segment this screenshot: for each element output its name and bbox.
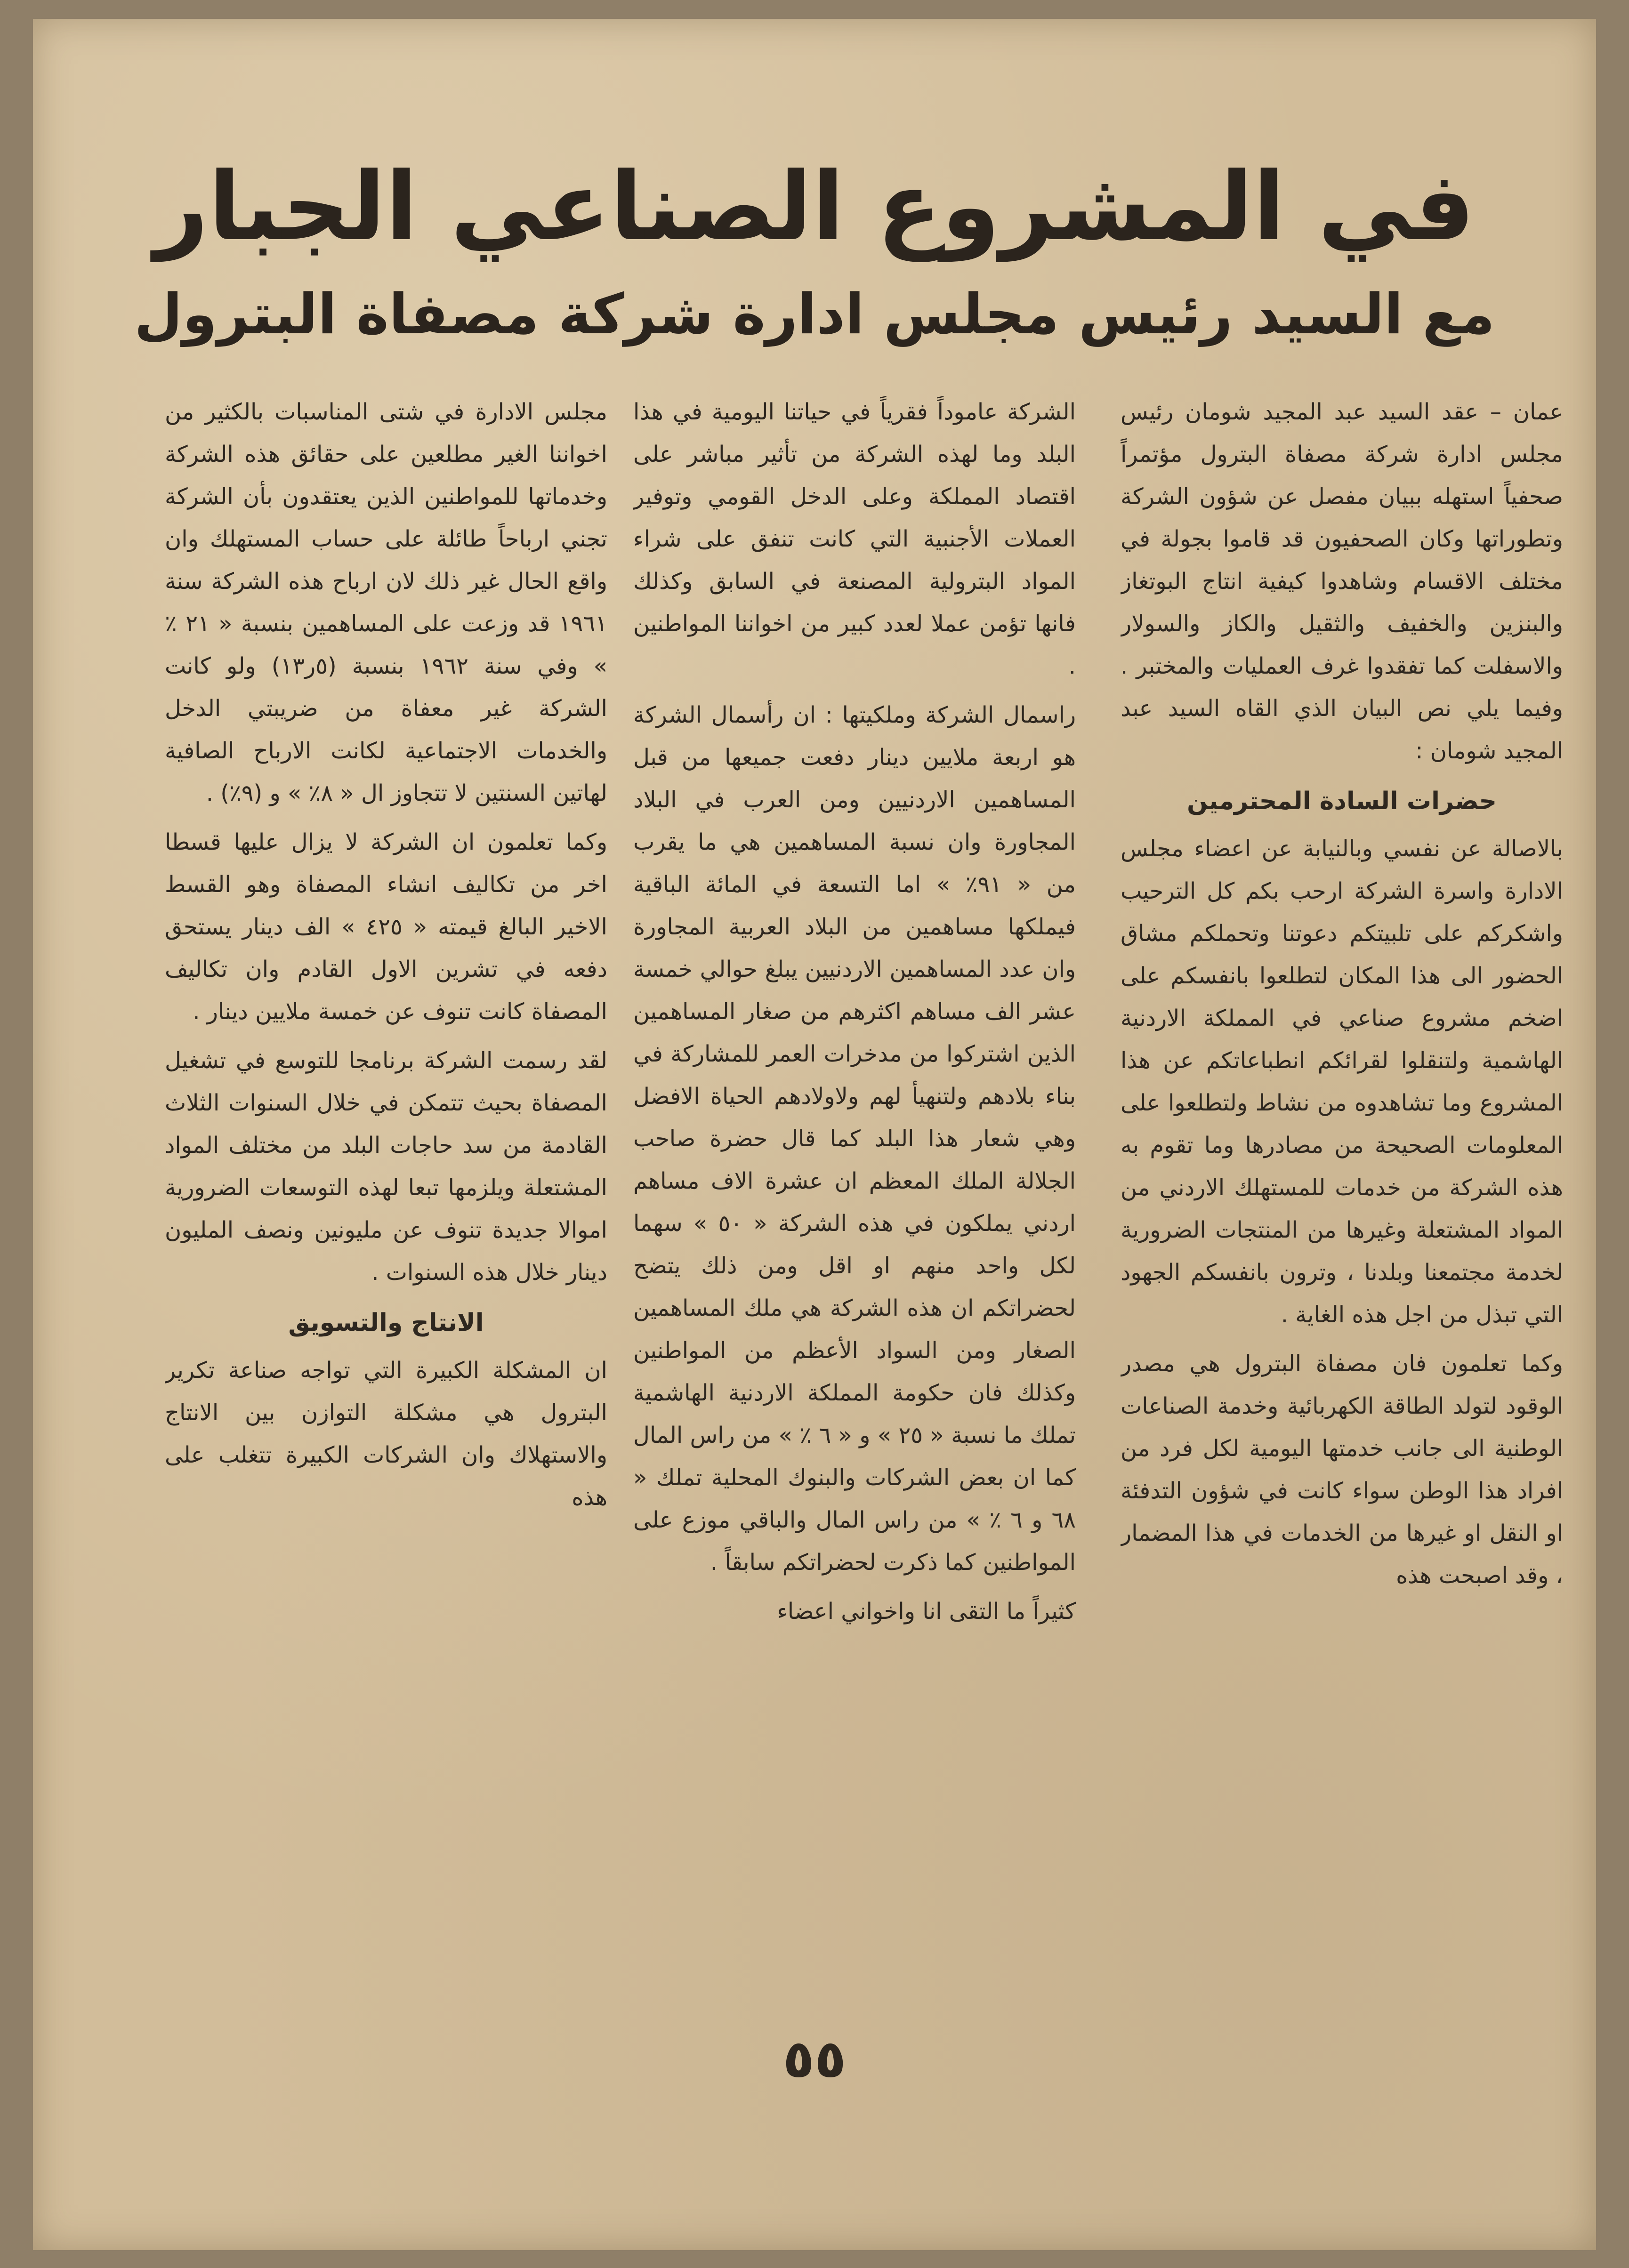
paragraph: لقد رسمت الشركة برنامجا للتوسع في تشغيل المصفاة بحيث تتمكن في خلال السنوات الثلاث القادمة من سد حاجات البلد من مختلف المواد المشتعلة ويلزمها تبعا لهذه التوسعات الضرورية اموالا جديدة تنوف عن مليونين ونصف المليون دينار خلال هذه السنوات .: [165, 1047, 607, 1286]
magazine-page: [33, 19, 1596, 2250]
article-subtitle: مع السيد رئيس مجلس ادارة شركة مصفاة البترول: [134, 281, 1495, 346]
paragraph: مجلس الادارة في شتى المناسبات بالكثير من اخواننا الغير مطلعين على حقائق هذه الشركة وخدماتها للمواطنين الذين يعتقدون بأن الشركة تجني ارباحاً طائلة على حساب المستهلك وان واقع الحال غير ذلك لان ارباح هذه الشركة سنة ١٩٦١ قد وزعت على المساهمين بنسبة « ٢١ ٪ » وفي سنة ١٩٦٢ بنسبة (٥ر١٣) ولو كانت الشركة غير معفاة من ضريبتي الدخل والخدمات الاجتماعية لكانت الارباح الصافية لهاتين السنتين لا تتجاوز ال « ٨٪ » و (٩٪) .: [165, 399, 607, 806]
page-number: ٥٥: [782, 2029, 847, 2089]
paragraph: بالاصالة عن نفسي وبالنيابة عن اعضاء مجلس الادارة واسرة الشركة ارحب بكم كل الترحيب واشكركم على تلبيتكم دعوتنا وتحملكم مشاق الحضور الى هذا المكان لتطلعوا بانفسكم على اضخم مشروع صناعي في المملكة الاردنية الهاشمية ولتنقلوا لقرائكم انطباعاتكم عن هذا المشروع وما تشاهدوه من نشاط ولتطلعوا على المعلومات الصحيحة من مصادرها وما تقوم به هذه الشركة من خدمات للمستهلك الاردني من المواد المشتعلة وغيرها من المنتجات الضرورية لخدمة مجتمعنا وبلدنا ، وترون بانفسكم الجهود التي تبذل من اجل هذه الغاية .: [1121, 836, 1563, 1328]
paragraph: عمان – عقد السيد عبد المجيد شومان رئيس مجلس ادارة شركة مصفاة البترول مؤتمراً صحفياً استهله ببيان مفصل عن شؤون الشركة وتطوراتها وكان الصحفيون قد قاموا بجولة في مختلف الاقسام وشاهدوا كيفية انتاج البوتغاز والبنزين والخفيف والثقيل والكاز والسولار والاسفلت كما تفقدوا غرف العمليات والمختبر . وفيما يلي نص البيان الذي القاه السيد عبد المجيد شومان :: [1121, 399, 1563, 764]
column-middle: [633, 391, 1076, 2024]
paragraph: كثيراً ما التقى انا واخواني اعضاء: [777, 1598, 1076, 1625]
paragraph: وكما تعلمون ان الشركة لا يزال عليها قسطا اخر من تكاليف انشاء المصفاة وهو القسط الاخير البالغ قيمته « ٤٢٥ » الف دينار يستحق دفعه في تشرين الاول القادم وان تكاليف المصفاة كانت تنوف عن خمسة ملايين دينار .: [165, 829, 607, 1025]
section-heading: حضرات السادة المحترمين: [1187, 787, 1497, 815]
paragraph: وكما تعلمون فان مصفاة البترول هي مصدر الوقود لتولد الطاقة الكهربائية وخدمة الصناعات الوطنية الى جانب خدمتها اليومية لكل فرد من افراد هذا الوطن سواء كانت في شؤون التدفئة او النقل او غيرها من الخدمات في هذا المضمار ، وقد اصبحت هذه: [1121, 1351, 1563, 1589]
paragraph: راسمال الشركة وملكيتها : ان رأسمال الشركة هو اربعة ملايين دينار دفعت جميعها من قبل المساهمين الاردنيين ومن العرب في البلاد المجاورة وان نسبة المساهمين هي ما يقرب من « ٩١٪ » اما التسعة في المائة الباقية فيملكها مساهمين من البلاد العربية المجاورة وان عدد المساهمين الاردنيين يبلغ حوالي خمسة عشر الف مساهم اكثرهم من صغار المساهمين الذين اشتركوا من مدخرات العمر للمشاركة في بناء بلادهم ولتنهيأ لهم ولاولادهم الحياة الافضل وهي شعار هذا البلد كما قال حضرة صاحب الجلالة الملك المعظم ان عشرة الاف مساهم اردني يملكون في هذه الشركة « ٥٠ » سهما لكل واحد منهم او اقل ومن ذلك يتضح لحضراتكم ان هذه الشركة هي ملك المساهمين الصغار ومن السواد الأعظم من المواطنين وكذلك فان حكومة المملكة الاردنية الهاشمية تملك ما نسبة « ٢٥ » و « ٦ ٪ » من راس المال كما ان بعض الشركات والبنوك المحلية تملك « ٦٨ و ٦ ٪ » من راس المال والباقي موزع على المواطنين كما ذكرت لحضراتكم سابقاً .: [633, 702, 1076, 1576]
section-heading: الانتاج والتسويق: [288, 1309, 484, 1337]
paragraph: الشركة عاموداً فقرياً في حياتنا اليومية في هذا البلد وما لهذه الشركة من تأثير مباشر على اقتصاد المملكة وعلى الدخل القومي وتوفير العملات الأجنبية التي كانت تنفق على شراء المواد البترولية المصنعة في السابق وكذلك فانها تؤمن عملا لعدد كبير من اخواننا المواطنين .: [633, 399, 1076, 679]
column-right: [1121, 391, 1563, 2024]
paragraph: ان المشكلة الكبيرة التي تواجه صناعة تكرير البترول هي مشكلة التوازن بين الانتاج والاستهلاك وان الشركات الكبيرة تتغلب على هذه: [165, 1357, 607, 1511]
column-left: [165, 391, 607, 2024]
article-title: في المشروع الصناعي الجبار: [154, 152, 1475, 262]
